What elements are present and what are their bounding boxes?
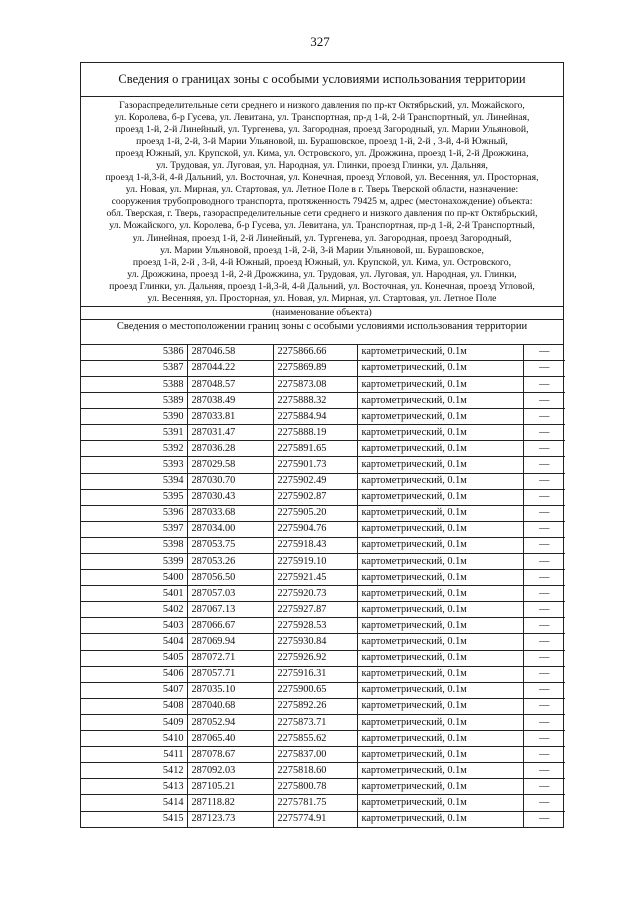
y-coordinate: 2275928.53 [273, 618, 357, 634]
method-accuracy: картометрический, 0.1м [357, 682, 523, 698]
y-coordinate: 2275900.65 [273, 682, 357, 698]
table-row [81, 409, 565, 425]
point-number: 5390 [81, 409, 187, 425]
point-number: 5409 [81, 714, 187, 730]
y-coordinate: 2275901.73 [273, 457, 357, 473]
description-cell: — [523, 747, 565, 763]
y-coordinate: 2275905.20 [273, 505, 357, 521]
description-cell: — [523, 682, 565, 698]
description-cell: — [523, 779, 565, 795]
description-line: проезд Глинки, ул. Дальняя, проезд 1-й,3-й, 4-й Дальний, ул. Восточная, ул. Конечная, проезд Угловой, [109, 280, 535, 292]
x-coordinate: 287046.58 [187, 345, 273, 361]
zone-boundary-sheet [80, 62, 564, 828]
description-cell: — [523, 537, 565, 553]
y-coordinate: 2275774.91 [273, 811, 357, 827]
point-number: 5393 [81, 457, 187, 473]
point-number: 5394 [81, 473, 187, 489]
table-row [81, 714, 565, 730]
table-row [81, 650, 565, 666]
point-number: 5403 [81, 618, 187, 634]
description-line: сооружения трубопроводного транспорта, протяженность 79425 м, адрес (местонахождение) объекта: [111, 196, 533, 208]
description-cell: — [523, 714, 565, 730]
x-coordinate: 287033.81 [187, 409, 273, 425]
y-coordinate: 2275781.75 [273, 795, 357, 811]
description-cell: — [523, 441, 565, 457]
description-cell: — [523, 666, 565, 682]
y-coordinate: 2275902.87 [273, 489, 357, 505]
y-coordinate: 2275921.45 [273, 570, 357, 586]
method-accuracy: картометрический, 0.1м [357, 602, 523, 618]
x-coordinate: 287056.50 [187, 570, 273, 586]
x-coordinate: 287053.26 [187, 554, 273, 570]
y-coordinate: 2275919.10 [273, 554, 357, 570]
description-line: ул. Марии Ульяновой, проезд 1-й, 2-й, 3-й Марии Ульяновой, ш. Бурашовское, [160, 244, 484, 256]
y-coordinate: 2275904.76 [273, 521, 357, 537]
point-number: 5405 [81, 650, 187, 666]
x-coordinate: 287029.58 [187, 457, 273, 473]
description-cell: — [523, 763, 565, 779]
method-accuracy: картометрический, 0.1м [357, 666, 523, 682]
point-number: 5407 [81, 682, 187, 698]
table-row [81, 682, 565, 698]
table-row [81, 731, 565, 747]
y-coordinate: 2275873.08 [273, 376, 357, 392]
x-coordinate: 287052.94 [187, 714, 273, 730]
x-coordinate: 287030.70 [187, 473, 273, 489]
table-row [81, 457, 565, 473]
x-coordinate: 287040.68 [187, 698, 273, 714]
table-row [81, 376, 565, 392]
method-accuracy: картометрический, 0.1м [357, 763, 523, 779]
point-number: 5388 [81, 376, 187, 392]
description-line: Газораспределительные сети среднего и низкого давления по пр-кт Октябрьский, ул. Можайского, [119, 100, 525, 111]
x-coordinate: 287057.03 [187, 586, 273, 602]
method-accuracy: картометрический, 0.1м [357, 457, 523, 473]
table-row [81, 747, 565, 763]
x-coordinate: 287105.21 [187, 779, 273, 795]
point-number: 5410 [81, 731, 187, 747]
description-cell: — [523, 602, 565, 618]
method-accuracy: картометрический, 0.1м [357, 554, 523, 570]
x-coordinate: 287038.49 [187, 393, 273, 409]
method-accuracy: картометрический, 0.1м [357, 811, 523, 827]
table-row [81, 393, 565, 409]
description-line: ул. Королева, б-р Гусева, ул. Левитана, ул. Транспортная, пр-д 1-й, 2-й Транспортный, ул. Линейная, [114, 112, 530, 124]
point-number: 5397 [81, 521, 187, 537]
x-coordinate: 287092.03 [187, 763, 273, 779]
y-coordinate: 2275926.92 [273, 650, 357, 666]
description-cell: — [523, 489, 565, 505]
description-cell: — [523, 650, 565, 666]
x-coordinate: 287078.67 [187, 747, 273, 763]
x-coordinate: 287118.82 [187, 795, 273, 811]
table-row [81, 779, 565, 795]
table-row [81, 602, 565, 618]
method-accuracy: картометрический, 0.1м [357, 489, 523, 505]
description-line: ул. Линейная, проезд 1-й, 2-й Линейный, ул. Тургенева, ул. Загородная, проезд Загородный, [132, 232, 512, 244]
point-number: 5411 [81, 747, 187, 763]
method-accuracy: картометрический, 0.1м [357, 376, 523, 392]
point-number: 5400 [81, 570, 187, 586]
method-accuracy: картометрический, 0.1м [357, 698, 523, 714]
y-coordinate: 2275891.65 [273, 441, 357, 457]
description-cell: — [523, 473, 565, 489]
table-row [81, 360, 565, 376]
table-row [81, 489, 565, 505]
point-number: 5415 [81, 811, 187, 827]
y-coordinate: 2275888.32 [273, 393, 357, 409]
x-coordinate: 287069.94 [187, 634, 273, 650]
description-line: обл. Тверская, г. Тверь, газораспределительные сети среднего и низкого давления по пр-кт Октябрьский, [106, 208, 538, 220]
x-coordinate: 287053.75 [187, 537, 273, 553]
description-line: проезд 1-й, 2-й, 3-й Марии Ульяновой, ш. Бурашовское, проезд 1-й, 2-й , 3-й, 4-й Южный, [136, 136, 508, 148]
point-number: 5395 [81, 489, 187, 505]
description-cell: — [523, 505, 565, 521]
x-coordinate: 287044.22 [187, 360, 273, 376]
method-accuracy: картометрический, 0.1м [357, 393, 523, 409]
method-accuracy: картометрический, 0.1м [357, 618, 523, 634]
description-cell: — [523, 554, 565, 570]
x-coordinate: 287048.57 [187, 376, 273, 392]
x-coordinate: 287035.10 [187, 682, 273, 698]
page-number: 327 [310, 34, 330, 49]
y-coordinate: 2275916.31 [273, 666, 357, 682]
x-coordinate: 287036.28 [187, 441, 273, 457]
description-line: проезд 1-й,3-й, 4-й Дальний, ул. Восточная, ул. Конечная, проезд Угловой, ул. Весенняя, ул. Просторная, [105, 172, 539, 184]
x-coordinate: 287065.40 [187, 731, 273, 747]
table-row [81, 425, 565, 441]
method-accuracy: картометрический, 0.1м [357, 505, 523, 521]
table-row [81, 441, 565, 457]
description-cell: — [523, 360, 565, 376]
point-number: 5412 [81, 763, 187, 779]
method-accuracy: картометрический, 0.1м [357, 425, 523, 441]
description-cell: — [523, 618, 565, 634]
point-number: 5389 [81, 393, 187, 409]
y-coordinate: 2275869.89 [273, 360, 357, 376]
method-accuracy: картометрический, 0.1м [357, 650, 523, 666]
method-accuracy: картометрический, 0.1м [357, 634, 523, 650]
method-accuracy: картометрический, 0.1м [357, 537, 523, 553]
table-row [81, 634, 565, 650]
method-accuracy: картометрический, 0.1м [357, 779, 523, 795]
description-cell: — [523, 698, 565, 714]
description-cell: — [523, 731, 565, 747]
x-coordinate: 287057.71 [187, 666, 273, 682]
x-coordinate: 287066.67 [187, 618, 273, 634]
object-description [81, 97, 563, 307]
description-cell: — [523, 393, 565, 409]
y-coordinate: 2275892.26 [273, 698, 357, 714]
y-coordinate: 2275927.87 [273, 602, 357, 618]
description-line: проезд 1-й, 2-й Линейный, ул. Тургенева, ул. Загородная, проезд Загородный, ул. Марии Ульяновой, [115, 124, 529, 136]
table-row [81, 554, 565, 570]
y-coordinate: 2275930.84 [273, 634, 357, 650]
description-line: ул. Весенняя, ул. Просторная, ул. Новая, ул. Мирная, ул. Стартовая, ул. Летное Поле [147, 292, 497, 304]
description-cell: — [523, 586, 565, 602]
section-title: Сведения о местоположении границ зоны с особыми условиями использования территории [81, 320, 563, 345]
table-row [81, 795, 565, 811]
description-cell: — [523, 457, 565, 473]
description-cell: — [523, 811, 565, 827]
x-coordinate: 287034.00 [187, 521, 273, 537]
description-cell: — [523, 570, 565, 586]
method-accuracy: картометрический, 0.1м [357, 409, 523, 425]
table-row [81, 505, 565, 521]
y-coordinate: 2275866.66 [273, 345, 357, 361]
method-accuracy: картометрический, 0.1м [357, 586, 523, 602]
table-row [81, 345, 565, 361]
y-coordinate: 2275855.62 [273, 731, 357, 747]
point-number: 5387 [81, 360, 187, 376]
x-coordinate: 287030.43 [187, 489, 273, 505]
description-line: ул. Трудовая, ул. Луговая, ул. Народная, ул. Глинки, проезд Глинки, ул. Дальняя, [156, 160, 488, 172]
point-number: 5399 [81, 554, 187, 570]
point-number: 5392 [81, 441, 187, 457]
table-row [81, 763, 565, 779]
table-row [81, 537, 565, 553]
method-accuracy: картометрический, 0.1м [357, 795, 523, 811]
method-accuracy: картометрический, 0.1м [357, 345, 523, 361]
description-cell: — [523, 425, 565, 441]
point-number: 5386 [81, 345, 187, 361]
method-accuracy: картометрический, 0.1м [357, 521, 523, 537]
table-row [81, 811, 565, 827]
y-coordinate: 2275920.73 [273, 586, 357, 602]
table-row [81, 698, 565, 714]
description-cell: — [523, 521, 565, 537]
point-number: 5414 [81, 795, 187, 811]
y-coordinate: 2275884.94 [273, 409, 357, 425]
y-coordinate: 2275888.19 [273, 425, 357, 441]
description-line: ул. Новая, ул. Мирная, ул. Стартовая, ул. Летное Поле в г. Тверь Тверской области, назначение: [125, 184, 519, 196]
point-number: 5401 [81, 586, 187, 602]
x-coordinate: 287067.13 [187, 602, 273, 618]
point-number: 5402 [81, 602, 187, 618]
y-coordinate: 2275902.49 [273, 473, 357, 489]
method-accuracy: картометрический, 0.1м [357, 360, 523, 376]
description-line: ул. Дрожжина, проезд 1-й, 2-й Дрожжина, ул. Трудовая, ул. Луговая, ул. Народная, ул. Глинки, [127, 268, 517, 280]
description-cell: — [523, 795, 565, 811]
y-coordinate: 2275873.71 [273, 714, 357, 730]
x-coordinate: 287072.71 [187, 650, 273, 666]
table-row [81, 570, 565, 586]
x-coordinate: 287123.73 [187, 811, 273, 827]
table-row [81, 521, 565, 537]
x-coordinate: 287033.68 [187, 505, 273, 521]
point-number: 5406 [81, 666, 187, 682]
description-line: ул. Можайского, ул. Королева, б-р Гусева, ул. Левитана, ул. Транспортная, пр-д 1-й, 2-й Транспортный, [109, 220, 535, 232]
point-number: 5396 [81, 505, 187, 521]
description-cell: — [523, 345, 565, 361]
y-coordinate: 2275818.60 [273, 763, 357, 779]
table-row [81, 618, 565, 634]
point-number: 5408 [81, 698, 187, 714]
y-coordinate: 2275918.43 [273, 537, 357, 553]
method-accuracy: картометрический, 0.1м [357, 714, 523, 730]
description-line: проезд Южный, ул. Крупской, ул. Кима, ул. Островского, ул. Дрожжина, проезд 1-й, 2-й Дрожжина, [115, 148, 529, 160]
document-title: Сведения о границах зоны с особыми условиями использования территории [81, 63, 563, 97]
object-name-label: (наименование объекта) [81, 307, 563, 320]
point-number: 5398 [81, 537, 187, 553]
coordinates-table [81, 345, 565, 827]
description-cell: — [523, 409, 565, 425]
table-row [81, 666, 565, 682]
x-coordinate: 287031.47 [187, 425, 273, 441]
table-row [81, 473, 565, 489]
y-coordinate: 2275837.00 [273, 747, 357, 763]
y-coordinate: 2275800.78 [273, 779, 357, 795]
method-accuracy: картометрический, 0.1м [357, 731, 523, 747]
point-number: 5391 [81, 425, 187, 441]
point-number: 5404 [81, 634, 187, 650]
description-cell: — [523, 376, 565, 392]
method-accuracy: картометрический, 0.1м [357, 570, 523, 586]
description-cell: — [523, 634, 565, 650]
method-accuracy: картометрический, 0.1м [357, 441, 523, 457]
table-row [81, 586, 565, 602]
point-number: 5413 [81, 779, 187, 795]
method-accuracy: картометрический, 0.1м [357, 473, 523, 489]
description-line: проезд 1-й, 2-й , 3-й, 4-й Южный, проезд Южный, ул. Крупской, ул. Кима, ул. Островского, [132, 256, 512, 268]
method-accuracy: картометрический, 0.1м [357, 747, 523, 763]
